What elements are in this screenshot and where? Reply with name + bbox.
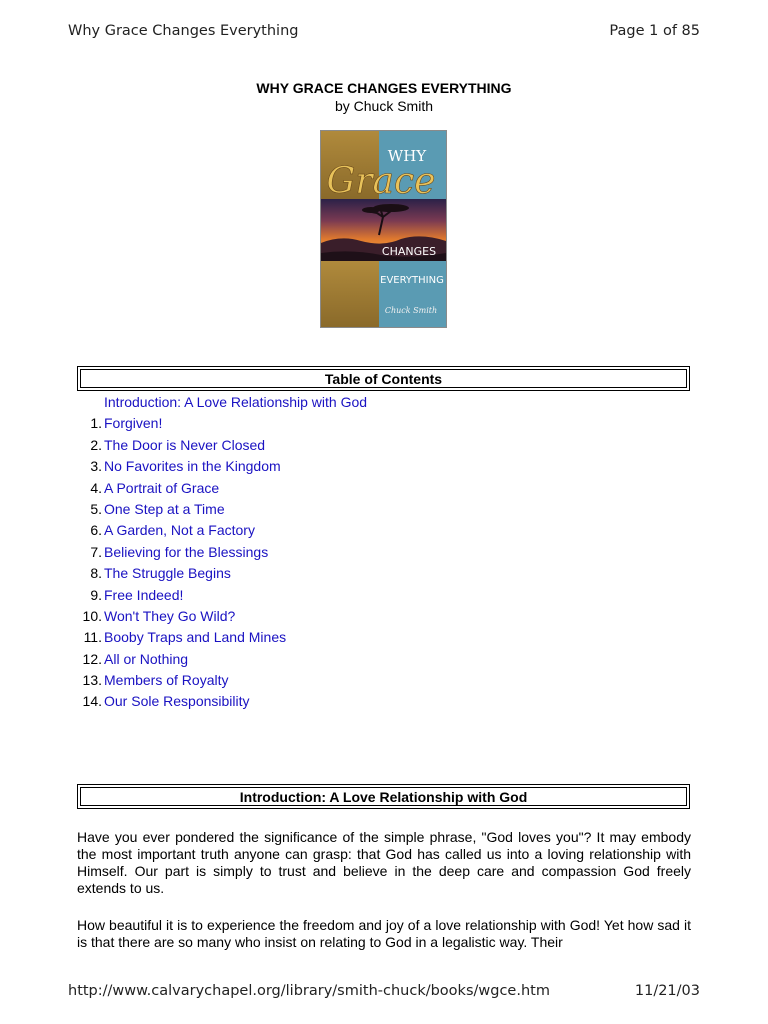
toc-item (76, 456, 367, 477)
toc-list (76, 392, 367, 713)
toc-number: 14. (82, 693, 102, 710)
toc-number: 4. (90, 479, 102, 496)
header-title: Why Grace Changes Everything (68, 23, 299, 39)
toc-link[interactable]: No Favorites in the Kingdom (104, 458, 281, 475)
page-number: Page 1 of 85 (609, 23, 700, 39)
toc-number: 1. (90, 415, 102, 432)
cover-grace-text: Grace (326, 161, 436, 202)
intro-heading: Introduction: A Love Relationship with God (80, 787, 687, 806)
toc-item (76, 520, 367, 541)
toc-number: 2. (90, 436, 102, 453)
toc-link[interactable]: Believing for the Blessings (104, 543, 269, 560)
book-author: by Chuck Smith (334, 98, 434, 114)
intro-paragraph-1: Have you ever pondered the significance of the simple phrase, "God loves you"? It may embody the most important truth anyone can grasp: that God has called us into a loving relationship with Himself. Our part is simply to trust and believe in the deep care and compassion God freely extends to us. (77, 829, 691, 896)
toc-link[interactable]: Our Sole Responsibility (104, 693, 250, 710)
toc-item (76, 542, 367, 563)
toc-number: 8. (90, 565, 102, 582)
toc-item (76, 691, 367, 712)
cover-why-text: WHY (387, 147, 427, 165)
cover-changes-text: CHANGES (381, 245, 437, 258)
toc-item (76, 478, 367, 499)
toc-number: 3. (90, 458, 102, 475)
toc-heading-box (77, 366, 690, 391)
page-header (68, 23, 700, 39)
toc-item (76, 499, 367, 520)
toc-item (76, 413, 367, 434)
cover-signature: Chuck Smith (384, 306, 438, 315)
toc-link[interactable]: A Portrait of Grace (104, 479, 220, 496)
title-block (0, 80, 768, 115)
toc-item (76, 606, 367, 627)
toc-number: 10. (82, 607, 102, 624)
toc-heading: Table of Contents (80, 369, 687, 388)
toc-number: 7. (90, 543, 102, 560)
book-title: WHY GRACE CHANGES EVERYTHING (256, 80, 512, 96)
toc-link[interactable]: Booby Traps and Land Mines (104, 629, 287, 646)
toc-number: 13. (82, 672, 102, 689)
toc-item (76, 585, 367, 606)
toc-link-intro[interactable]: Introduction: A Love Relationship with God (104, 394, 368, 410)
toc-number: 9. (90, 586, 102, 603)
book-cover-image (321, 131, 446, 327)
toc-link[interactable]: The Struggle Begins (104, 565, 231, 582)
footer-date: 11/21/03 (634, 983, 700, 999)
cover-everything-text: EVERYTHING (380, 275, 444, 286)
toc-link[interactable]: Won't They Go Wild? (104, 607, 236, 624)
toc-item (76, 649, 367, 670)
toc-item-intro (76, 392, 367, 413)
toc-link[interactable]: Free Indeed! (104, 586, 184, 603)
toc-number: 11. (83, 629, 102, 646)
toc-link[interactable]: The Door is Never Closed (104, 436, 266, 453)
intro-heading-box (77, 784, 690, 809)
footer-url: http://www.calvarychapel.org/library/smith-chuck/books/wgce.htm (68, 983, 550, 999)
toc-item (76, 627, 367, 648)
toc-link[interactable]: Members of Royalty (104, 672, 229, 689)
toc-number: 12. (82, 650, 102, 667)
toc-link[interactable]: One Step at a Time (104, 500, 225, 517)
toc-number: 6. (90, 522, 102, 539)
toc-link[interactable]: Forgiven! (104, 415, 163, 432)
toc-link[interactable]: A Garden, Not a Factory (104, 522, 255, 539)
toc-item (76, 670, 367, 691)
toc-item (76, 435, 367, 456)
toc-link[interactable]: All or Nothing (104, 650, 189, 667)
page-footer (68, 983, 700, 999)
intro-paragraph-2: How beautiful it is to experience the freedom and joy of a love relationship with God! Yet how sad it is that there are so many who insist on relating to God in a legalistic way. Their (77, 917, 691, 950)
toc-number: 5. (90, 500, 102, 517)
toc-item (76, 563, 367, 584)
